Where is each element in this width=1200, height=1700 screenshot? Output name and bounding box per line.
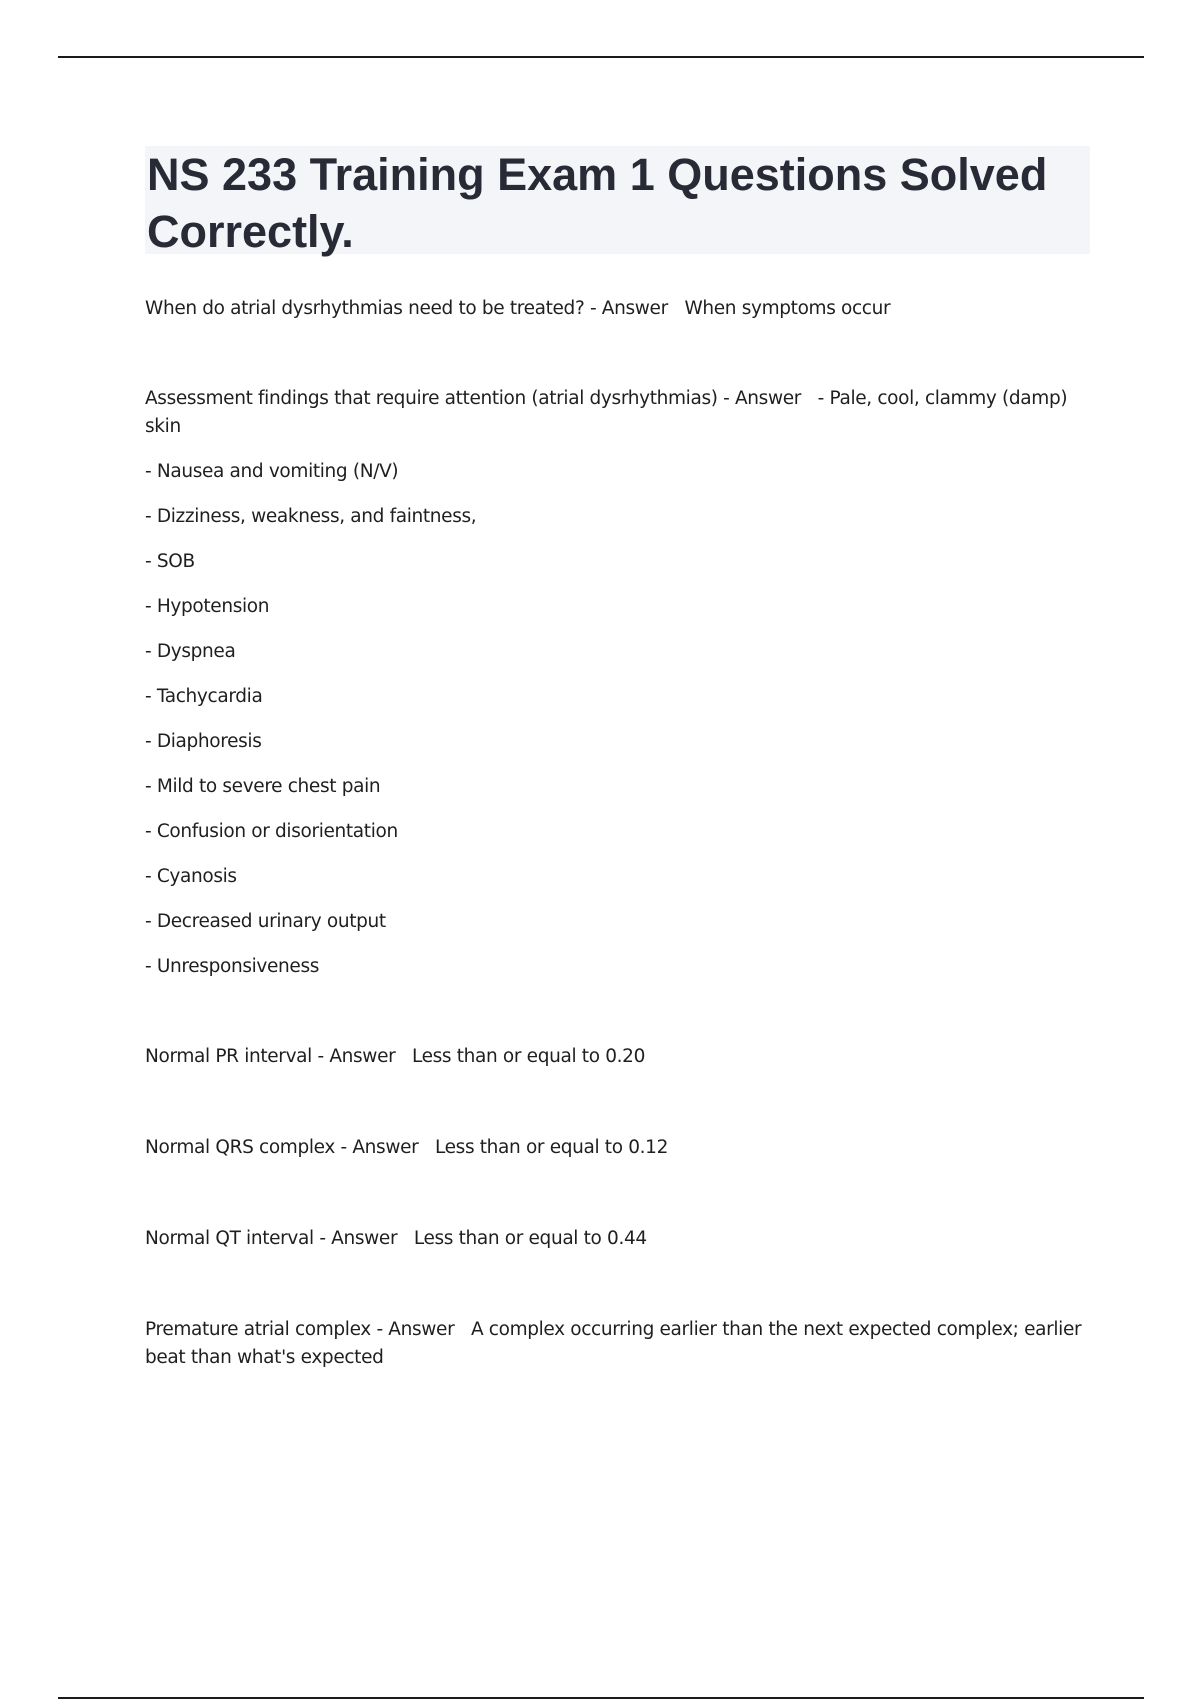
answer-text: When symptoms occur: [684, 298, 891, 319]
top-rule: [58, 56, 1144, 58]
qa-item: [145, 1225, 1090, 1253]
answer-text: Less than or equal to 0.12: [435, 1137, 668, 1158]
document-title: NS 233 Training Exam 1 Questions Solved Correctly.: [147, 149, 1048, 257]
list-item: - Cyanosis: [145, 866, 237, 887]
question-text: Normal PR interval: [145, 1046, 312, 1067]
qa-item: [145, 385, 1090, 441]
list-item: - Confusion or disorientation: [145, 821, 398, 842]
answer-marker: - Answer: [319, 1228, 398, 1249]
qa-item: [145, 1134, 1090, 1162]
answer-text: A complex occurring earlier than the next expected complex; earlier beat than what's expected: [145, 1319, 1082, 1368]
list-item: - Unresponsiveness: [145, 956, 320, 977]
list-item: - SOB: [145, 551, 195, 572]
answer-marker: - Answer: [340, 1137, 419, 1158]
answer-marker: - Answer: [589, 298, 668, 319]
qa-item: [145, 295, 1090, 323]
list-item: - Mild to severe chest pain: [145, 776, 381, 797]
title-block: [145, 146, 1090, 257]
question-text: Normal QT interval: [145, 1228, 314, 1249]
question-text: When do atrial dysrhythmias need to be treated?: [145, 298, 585, 319]
answer-text: Less than or equal to 0.20: [411, 1046, 645, 1067]
question-text: Assessment findings that require attention (atrial dysrhythmias): [145, 388, 718, 409]
list-item: - Dizziness, weakness, and faintness,: [145, 506, 477, 527]
question-text: Normal QRS complex: [145, 1137, 335, 1158]
answer-text: - Pale, cool, clammy (damp) skin: [145, 388, 1068, 437]
list-item: - Diaphoresis: [145, 731, 262, 752]
list-item: - Dyspnea: [145, 641, 236, 662]
bottom-rule: [58, 1697, 1144, 1699]
qa-item: [145, 1316, 1090, 1372]
question-text: Premature atrial complex: [145, 1319, 371, 1340]
list-item: - Tachycardia: [145, 686, 263, 707]
qa-item: [145, 1043, 1090, 1071]
answer-marker: - Answer: [723, 388, 802, 409]
answer-marker: - Answer: [317, 1046, 396, 1067]
list-item: - Decreased urinary output: [145, 911, 386, 932]
document-body: [145, 146, 1090, 1372]
answer-marker: - Answer: [376, 1319, 455, 1340]
list-item: - Hypotension: [145, 596, 270, 617]
answer-text: Less than or equal to 0.44: [413, 1228, 647, 1249]
list-item: - Nausea and vomiting (N/V): [145, 461, 399, 482]
symptom-list: [145, 458, 1090, 981]
